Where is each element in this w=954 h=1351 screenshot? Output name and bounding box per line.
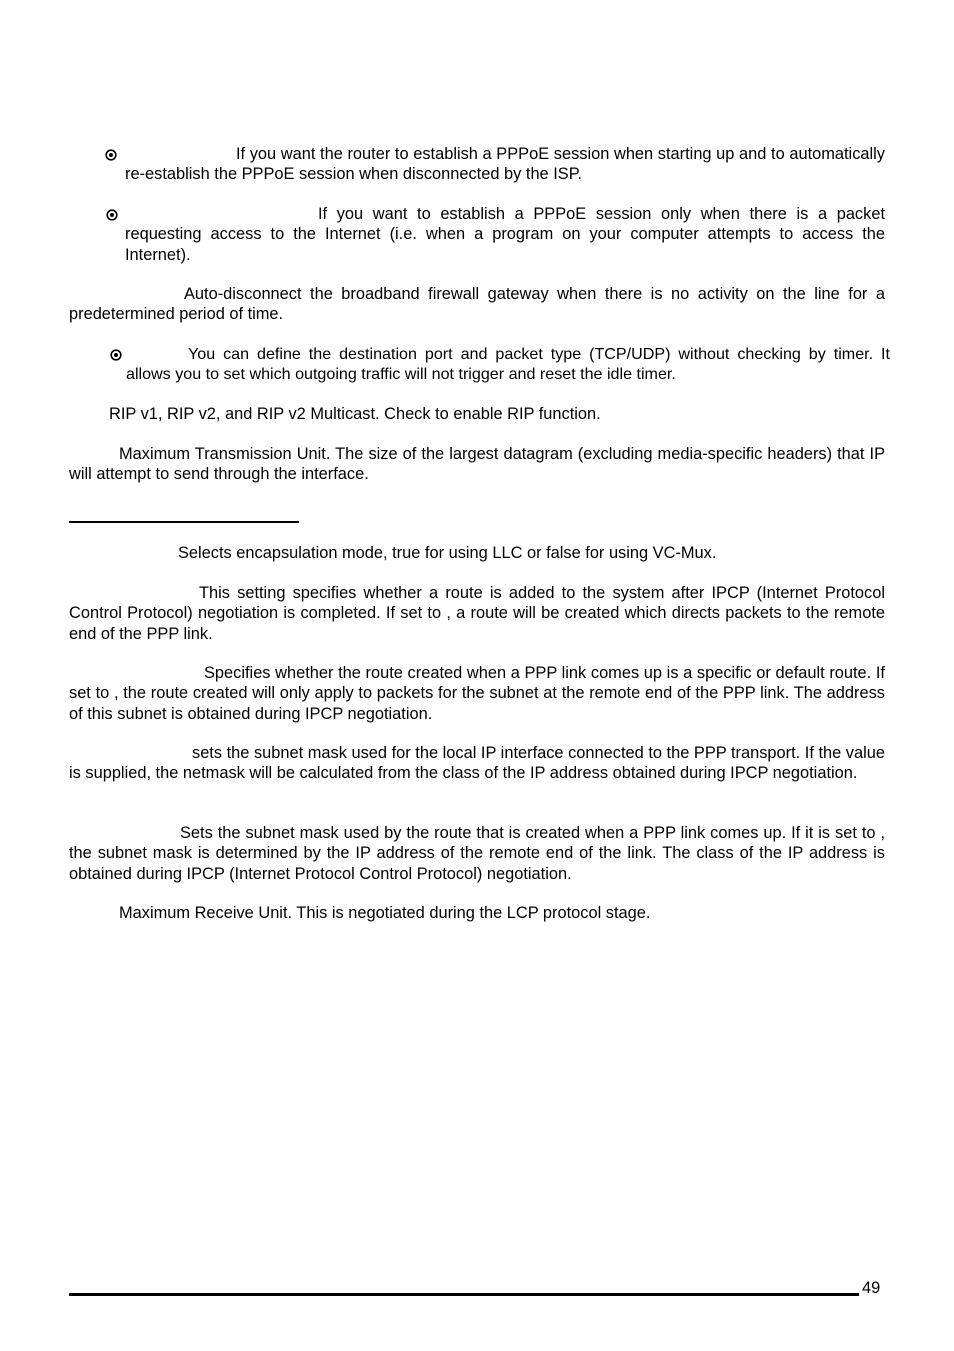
add-route-description: This setting specifies whether a route is added to the system after IPCP (Internet Protocol Control Protocol) negotiation is completed. If set to , a route will be created which directs packets to the remote end of the PPP link.: [69, 584, 885, 643]
rule-description: You can define the destination port and packet type (TCP/UDP) without checking by timer. It allows you to set which outgoing traffic will not trigger and reset the idle timer.: [126, 345, 890, 384]
bullet-icon: [105, 149, 117, 161]
page-number: 49: [862, 1279, 881, 1297]
always-on-description: If you want the router to establish a PPPoE session when starting up and to automatically re-establish the PPPoE session when disconnected by the ISP.: [125, 145, 885, 184]
idle-timeout-description: Auto-disconnect the broadband firewall gateway when there is no activity on the line for a predetermined period of time.: [69, 285, 885, 324]
mru-description: Maximum Receive Unit. This is negotiated during the LCP protocol stage.: [119, 904, 651, 922]
bullet-icon: [106, 209, 118, 221]
footer-rule: [69, 1293, 859, 1296]
local-netmask-description: sets the subnet mask used for the local IP interface connected to the PPP transport. If the value is supplied, the netmask will be calculated from the class of the IP address obtained during IPCP negotiation.: [69, 744, 885, 783]
mtu-description: Maximum Transmission Unit. The size of the largest datagram (excluding media-specific headers) that IP will attempt to send through the interface.: [69, 445, 885, 484]
encapsulation-description: Selects encapsulation mode, true for using LLC or false for using VC-Mux.: [178, 544, 717, 562]
route-type-description: Specifies whether the route created when a PPP link comes up is a specific or default route. If set to , the route created will only apply to packets for the subnet at the remote end of the PPP link. The address of this subnet is obtained during IPCP negotiation.: [69, 664, 885, 723]
dial-on-demand-description: If you want to establish a PPPoE session only when there is a packet requesting access to the Internet (i.e. when a program on your computer attempts to access the Internet).: [125, 205, 885, 264]
bullet-icon: [110, 349, 122, 361]
rip-description: RIP v1, RIP v2, and RIP v2 Multicast. Check to enable RIP function.: [109, 405, 601, 423]
route-netmask-description: Sets the subnet mask used by the route that is created when a PPP link comes up. If it is set to , the subnet mask is determined by the IP address of the remote end of the link. The class of the IP address is obtained during IPCP (Internet Protocol Control Protocol) negotiation.: [69, 824, 885, 883]
section-heading-underline: [69, 521, 299, 523]
